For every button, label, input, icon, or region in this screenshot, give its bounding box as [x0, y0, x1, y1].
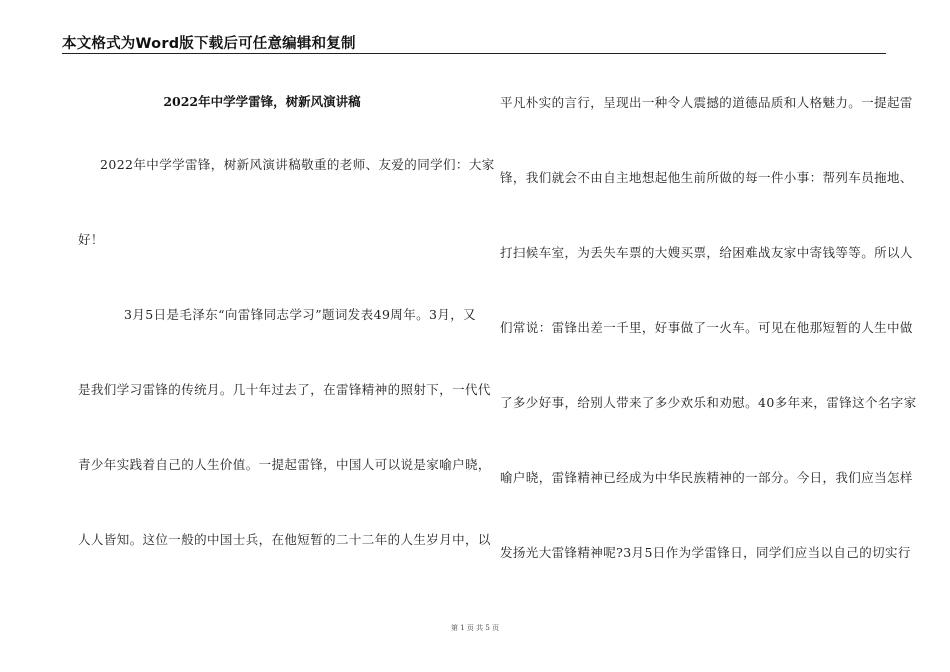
- right-column-line: 发扬光大雷锋精神呢?3月5日作为学雷锋日，同学们应当以自己的切实行: [500, 545, 911, 560]
- left-column-line: 3月5日是毛泽东“向雷锋同志学习”题词发表49周年。3月，又: [124, 307, 477, 322]
- right-column-line: 们常说：雷锋出差一千里，好事做了一火车。可见在他那短暂的人生中做: [500, 320, 913, 335]
- download-banner: 本文格式为Word版下载后可任意编辑和复制: [62, 36, 356, 52]
- right-column-line: 打扫候车室，为丢失车票的大嫂买票，给困难战友家中寄钱等等。所以人: [500, 245, 913, 260]
- right-column-line: 了多少好事，给别人带来了多少欢乐和劝慰。40多年来，雷锋这个名字家: [500, 395, 917, 410]
- left-column-line: 青少年实践着自己的人生价值。一提起雷锋，中国人可以说是家喻户晓，: [78, 457, 491, 472]
- document-title: 2022年中学学雷锋，树新风演讲稿: [163, 94, 361, 109]
- page-number: 第 1 页 共 5 页: [450, 624, 500, 632]
- right-column-line: 锋，我们就会不由自主地想起他生前所做的每一件小事：帮列车员拖地、: [500, 170, 913, 185]
- right-column-line: 平凡朴实的言行，呈现出一种令人震撼的道德品质和人格魅力。一提起雷: [500, 95, 913, 110]
- left-column-line: 是我们学习雷锋的传统月。几十年过去了，在雷锋精神的照射下，一代代: [78, 382, 491, 397]
- header-divider: [62, 53, 886, 54]
- left-column-line: 人人皆知。这位一般的中国士兵，在他短暂的二十二年的人生岁月中，以: [78, 532, 491, 547]
- left-column-line: 2022年中学学雷锋，树新风演讲稿敬重的老师、友爱的同学们：大家: [100, 157, 495, 172]
- left-column-line: 好！: [78, 232, 104, 247]
- right-column-line: 喻户晓，雷锋精神已经成为中华民族精神的一部分。今日，我们应当怎样: [500, 470, 913, 485]
